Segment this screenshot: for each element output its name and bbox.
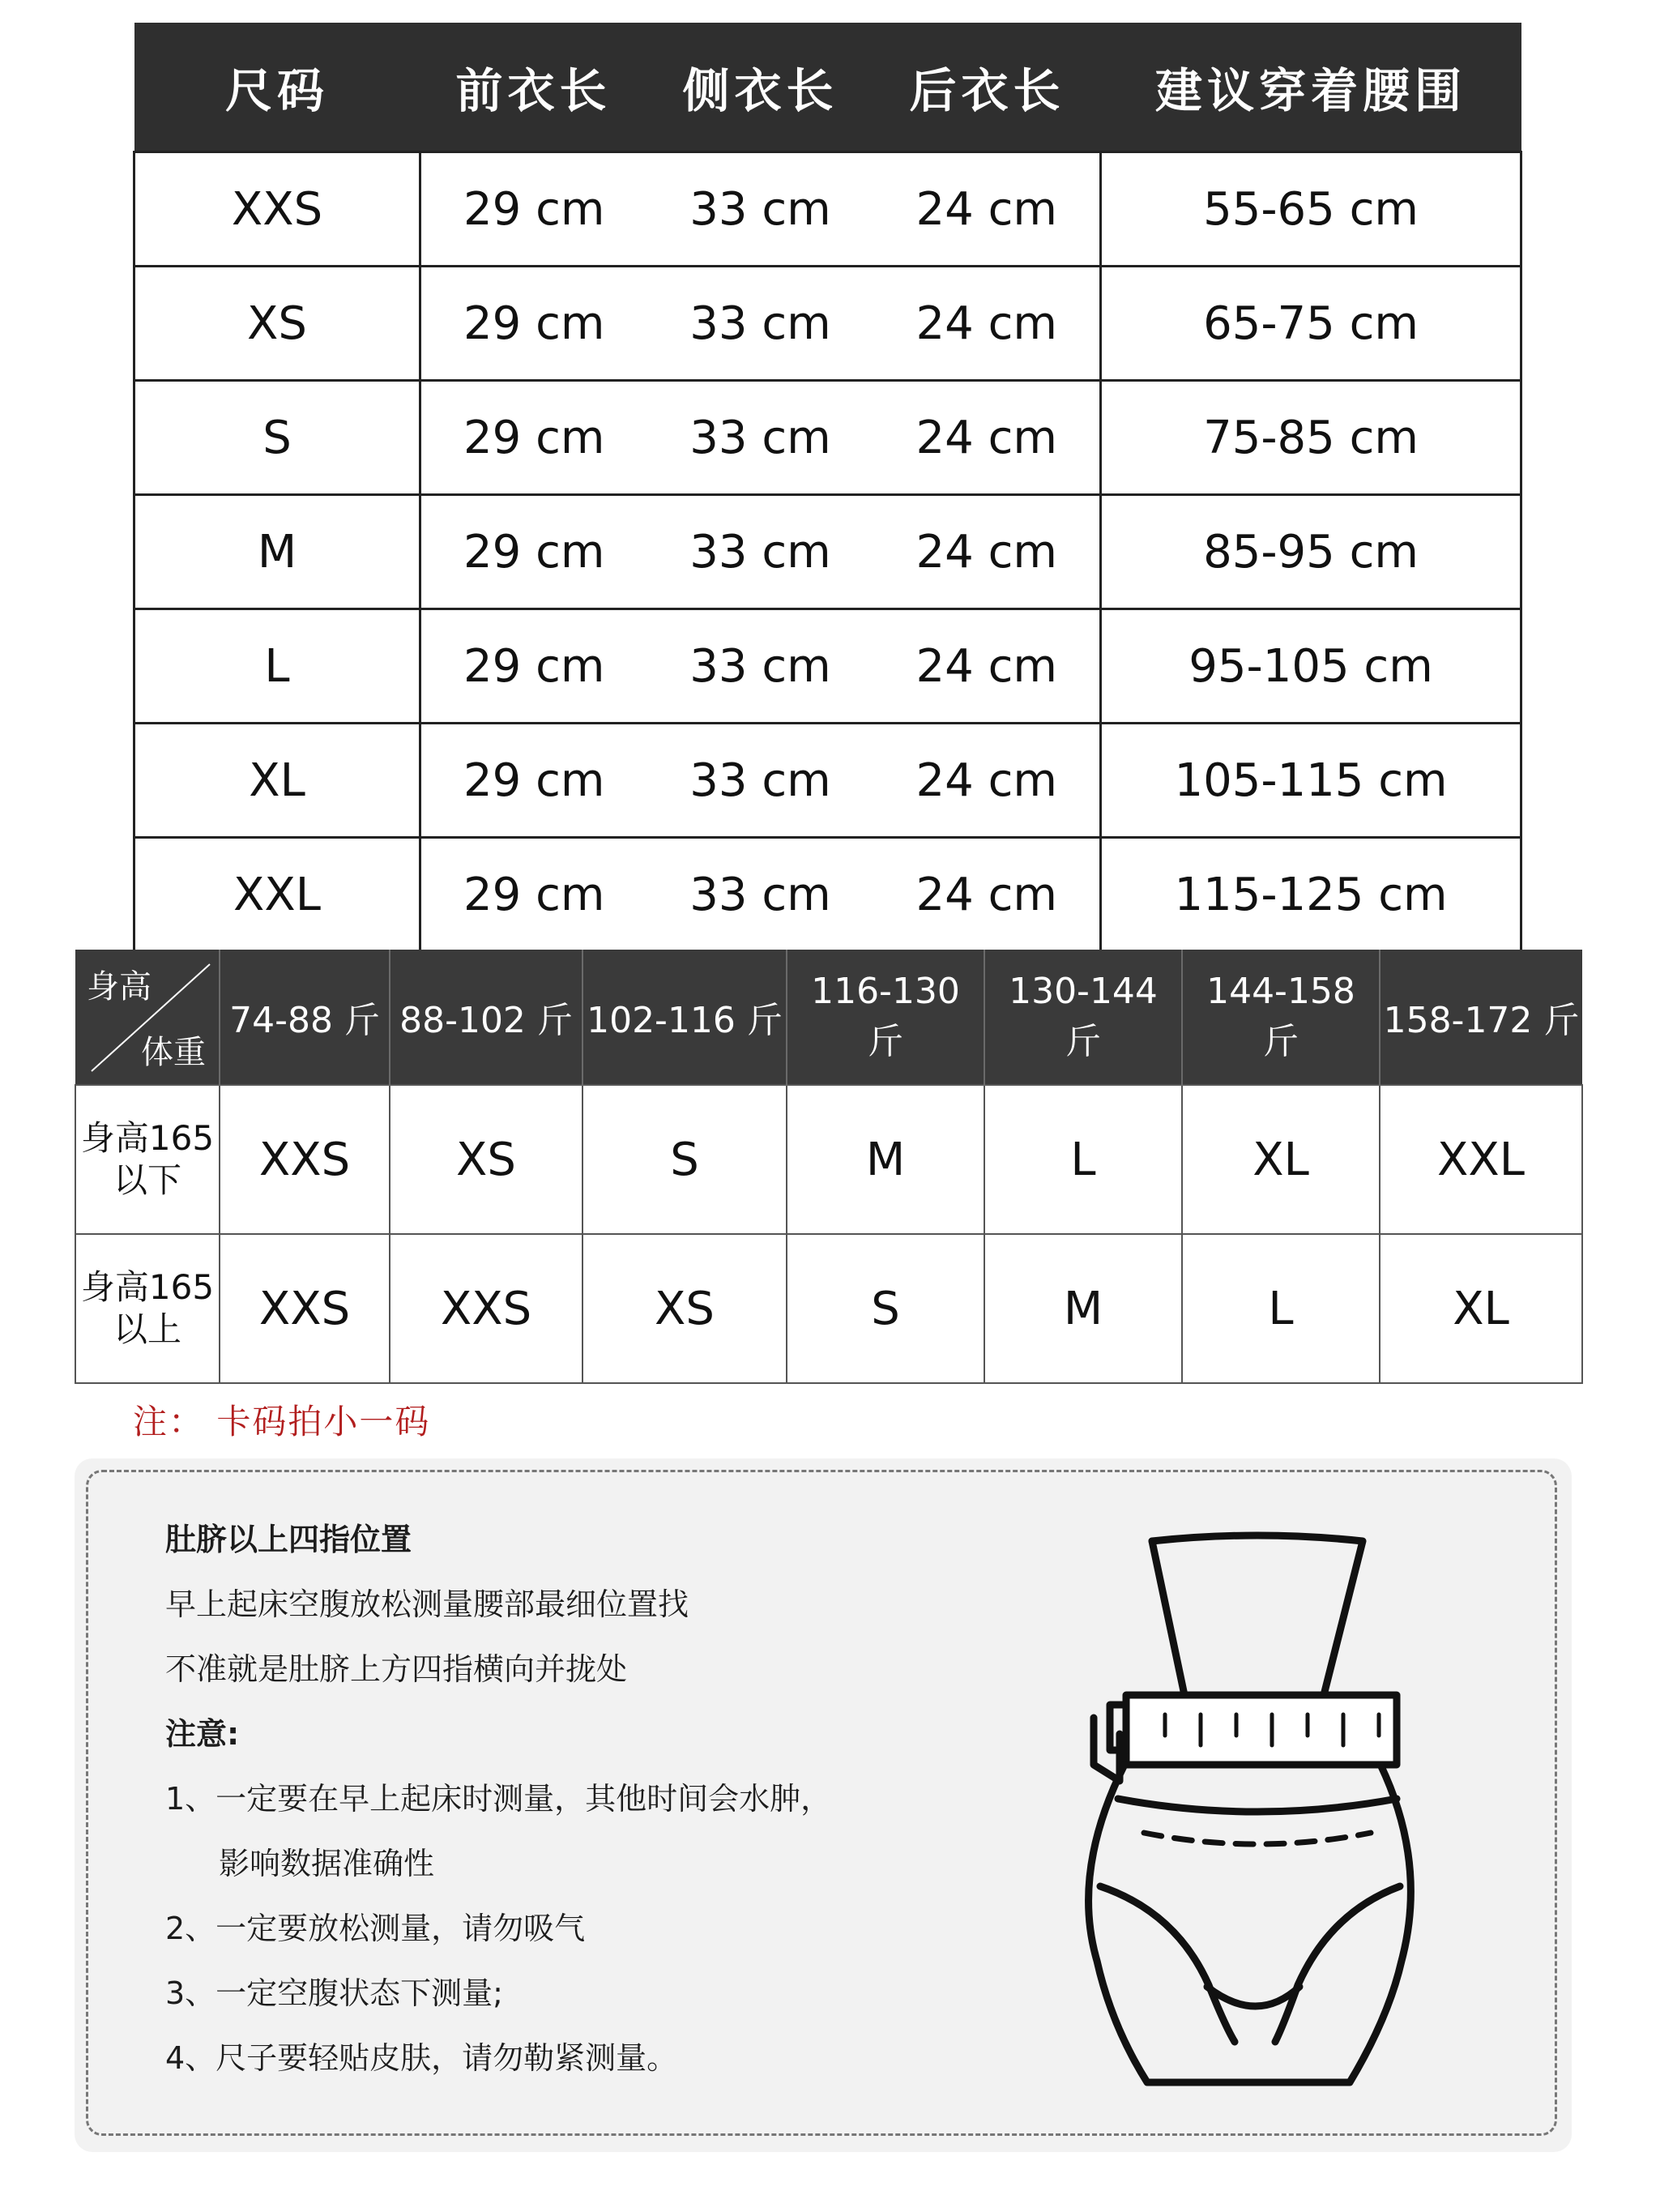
- attention-item-continued: 影响数据准确性: [219, 1846, 435, 1881]
- waist-cell: 75-85 cm: [1101, 381, 1521, 495]
- height-row-label-line1: 身高165: [80, 1267, 215, 1307]
- weight-range-header: 144-158 斤: [1182, 950, 1380, 1085]
- back-length-cell: 24 cm: [874, 609, 1101, 724]
- front-length-cell: 29 cm: [420, 838, 647, 952]
- header-recommended-waist: 建议穿着腰围: [1101, 23, 1521, 152]
- waist-measuring-illustration: [1022, 1507, 1476, 2107]
- recommended-size-cell: S: [787, 1234, 984, 1383]
- front-length-cell: 29 cm: [420, 381, 647, 495]
- weight-range-header: 116-130 斤: [787, 950, 984, 1085]
- size-length-table: [133, 23, 1522, 953]
- weight-range-header: 130-144 斤: [984, 950, 1182, 1085]
- waist-cell: 85-95 cm: [1101, 495, 1521, 609]
- table-row: [134, 724, 1521, 838]
- recommended-size-cell: M: [787, 1085, 984, 1234]
- side-length-cell: 33 cm: [647, 267, 874, 381]
- side-length-cell: 33 cm: [647, 609, 874, 724]
- back-length-cell: 24 cm: [874, 381, 1101, 495]
- height-row-label-line1: 身高165: [80, 1118, 215, 1158]
- size-cell: XL: [134, 724, 420, 838]
- measurement-guide-panel: [75, 1458, 1572, 2152]
- table-row: [134, 495, 1521, 609]
- header-size: 尺码: [134, 23, 420, 152]
- stitch-line: [1144, 1833, 1371, 1844]
- size-cell: S: [134, 381, 420, 495]
- side-length-cell: 33 cm: [647, 152, 874, 267]
- attention-item: 1、一定要在早上起床时测量，其他时间会水肿，: [165, 1781, 832, 1817]
- recommended-size-cell: S: [582, 1085, 787, 1234]
- table-row: [134, 267, 1521, 381]
- height-weight-table: [75, 950, 1583, 1384]
- recommended-size-cell: XS: [582, 1234, 787, 1383]
- header-front-length: 前衣长: [420, 23, 647, 152]
- recommended-size-cell: XXS: [220, 1234, 390, 1383]
- weight-header-row: [75, 950, 1582, 1085]
- measurement-instructions: [165, 1507, 1056, 2090]
- side-length-cell: 33 cm: [647, 724, 874, 838]
- weight-range-header: 88-102 斤: [390, 950, 582, 1085]
- recommended-size-cell: XXL: [1380, 1085, 1582, 1234]
- height-weight-corner: [75, 950, 220, 1085]
- size-cell: XXL: [134, 838, 420, 952]
- corner-height-label: 身高: [87, 968, 151, 1006]
- attention-heading: 注意:: [165, 1716, 240, 1752]
- table-row: [75, 1085, 1582, 1234]
- height-row-label-line2: 以上: [113, 1309, 181, 1349]
- leg-opening-left: [1100, 1886, 1235, 2042]
- recommended-size-cell: XXS: [390, 1234, 582, 1383]
- height-row-label: [75, 1234, 220, 1383]
- torso-side: [1152, 1541, 1184, 1695]
- side-length-cell: 33 cm: [647, 381, 874, 495]
- size-cell: XXS: [134, 152, 420, 267]
- weight-range-header: 158-172 斤: [1380, 950, 1582, 1085]
- size-cell: M: [134, 495, 420, 609]
- waist-cell: 55-65 cm: [1101, 152, 1521, 267]
- table-row: [134, 152, 1521, 267]
- table-row: [134, 838, 1521, 952]
- front-length-cell: 29 cm: [420, 609, 647, 724]
- waist-cell: 115-125 cm: [1101, 838, 1521, 952]
- waist-cell: 65-75 cm: [1101, 267, 1521, 381]
- front-length-cell: 29 cm: [420, 152, 647, 267]
- attention-item: 2、一定要放松测量，请勿吸气: [165, 1911, 586, 1946]
- size-note: 注： 卡码拍小一码: [133, 1402, 431, 1441]
- recommended-size-cell: M: [984, 1234, 1182, 1383]
- recommended-size-cell: XXS: [220, 1085, 390, 1234]
- guide-title: 肚脐以上四指位置: [165, 1522, 412, 1557]
- weight-range-header: 102-116 斤: [582, 950, 787, 1085]
- side-length-cell: 33 cm: [647, 495, 874, 609]
- size-table-header-row: [134, 23, 1521, 152]
- front-length-cell: 29 cm: [420, 724, 647, 838]
- back-length-cell: 24 cm: [874, 495, 1101, 609]
- gusset: [1207, 1987, 1299, 2006]
- height-row-label: [75, 1085, 220, 1234]
- recommended-size-cell: L: [1182, 1234, 1380, 1383]
- back-length-cell: 24 cm: [874, 838, 1101, 952]
- recommended-size-cell: XL: [1380, 1234, 1582, 1383]
- back-length-cell: 24 cm: [874, 724, 1101, 838]
- header-back-length: 后衣长: [874, 23, 1101, 152]
- front-length-cell: 29 cm: [420, 495, 647, 609]
- recommended-size-cell: XL: [1182, 1085, 1380, 1234]
- back-length-cell: 24 cm: [874, 152, 1101, 267]
- attention-item: 3、一定空腹状态下测量;: [165, 1975, 503, 2011]
- waist-cell: 95-105 cm: [1101, 609, 1521, 724]
- attention-item: 4、尺子要轻贴皮肤，请勿勒紧测量。: [165, 2040, 678, 2076]
- back-length-cell: 24 cm: [874, 267, 1101, 381]
- recommended-size-cell: XS: [390, 1085, 582, 1234]
- weight-range-header: 74-88 斤: [220, 950, 390, 1085]
- front-length-cell: 29 cm: [420, 267, 647, 381]
- recommended-size-cell: L: [984, 1085, 1182, 1234]
- table-row: [134, 381, 1521, 495]
- torso-outline: [1152, 1535, 1363, 1695]
- table-row: [134, 609, 1521, 724]
- corner-weight-label: 体重: [141, 1034, 206, 1071]
- size-cell: XS: [134, 267, 420, 381]
- height-row-label-line2: 以下: [113, 1160, 181, 1200]
- side-length-cell: 33 cm: [647, 838, 874, 952]
- guide-line: 早上起床空腹放松测量腰部最细位置找: [165, 1586, 689, 1622]
- waist-cell: 105-115 cm: [1101, 724, 1521, 838]
- size-cell: L: [134, 609, 420, 724]
- table-row: [75, 1234, 1582, 1383]
- header-side-length: 侧衣长: [647, 23, 874, 152]
- waistband-line: [1118, 1799, 1397, 1812]
- guide-line: 不准就是肚脐上方四指横向并拢处: [165, 1651, 628, 1687]
